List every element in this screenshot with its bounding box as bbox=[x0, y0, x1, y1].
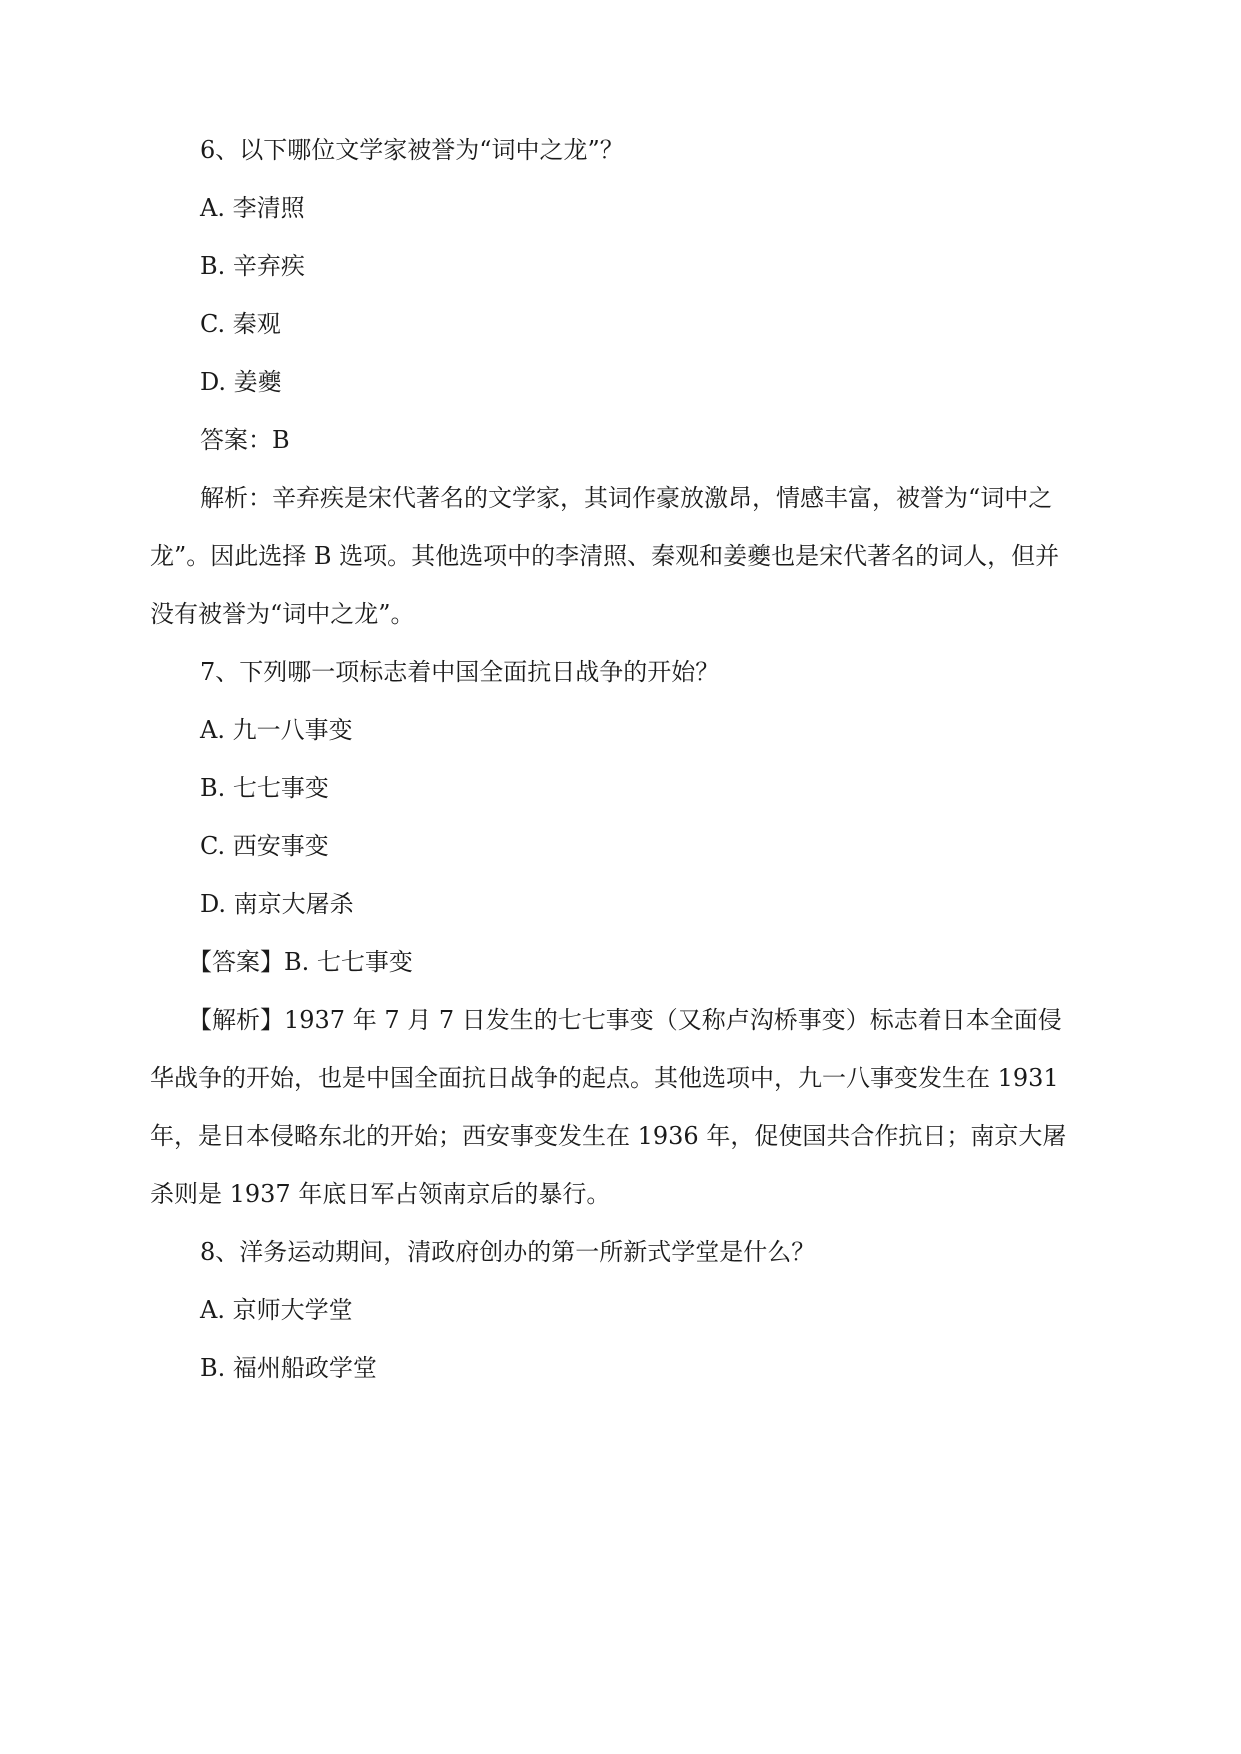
q6-analysis-line: 解析：辛弃疾是宋代著名的文学家，其词作豪放激昂，情感丰富，被誉为“词中之 bbox=[200, 484, 1053, 512]
q6-option-b: B. 辛弃疾 bbox=[200, 252, 305, 280]
q6-option-c: C. 秦观 bbox=[200, 310, 281, 338]
q7-analysis-line: 【解析】1937 年 7 月 7 日发生的七七事变（又称卢沟桥事变）标志着日本全面侵 bbox=[188, 1006, 1062, 1034]
q6-answer: 答案：B bbox=[200, 426, 290, 454]
question-8: 8、洋务运动期间，清政府创办的第一所新式学堂是什么？ bbox=[200, 1238, 816, 1266]
q8-option-b: B. 福州船政学堂 bbox=[200, 1354, 377, 1382]
q6-option-d: D. 姜夔 bbox=[200, 368, 282, 396]
q7-analysis-line: 杀则是 1937 年底日军占领南京后的暴行。 bbox=[150, 1180, 611, 1208]
q7-answer: 【答案】B. 七七事变 bbox=[188, 948, 413, 976]
question-7: 7、下列哪一项标志着中国全面抗日战争的开始？ bbox=[200, 658, 720, 686]
q7-option-a: A. 九一八事变 bbox=[200, 716, 353, 744]
q8-option-a: A. 京师大学堂 bbox=[200, 1296, 353, 1324]
q7-option-b: B. 七七事变 bbox=[200, 774, 329, 802]
q6-option-a: A. 李清照 bbox=[200, 194, 305, 222]
q6-analysis-line: 龙”。因此选择 B 选项。其他选项中的李清照、秦观和姜夔也是宋代著名的词人，但并 bbox=[150, 542, 1060, 570]
question-6: 6、以下哪位文学家被誉为“词中之龙”？ bbox=[200, 136, 624, 164]
q7-option-d: D. 南京大屠杀 bbox=[200, 890, 354, 918]
q6-analysis-line: 没有被誉为“词中之龙”。 bbox=[150, 600, 415, 628]
q7-option-c: C. 西安事变 bbox=[200, 832, 329, 860]
q7-analysis-line: 年，是日本侵略东北的开始；西安事变发生在 1936 年，促使国共合作抗日；南京大屠 bbox=[150, 1122, 1067, 1150]
q7-analysis-line: 华战争的开始，也是中国全面抗日战争的起点。其他选项中，九一八事变发生在 1931 bbox=[150, 1064, 1059, 1092]
